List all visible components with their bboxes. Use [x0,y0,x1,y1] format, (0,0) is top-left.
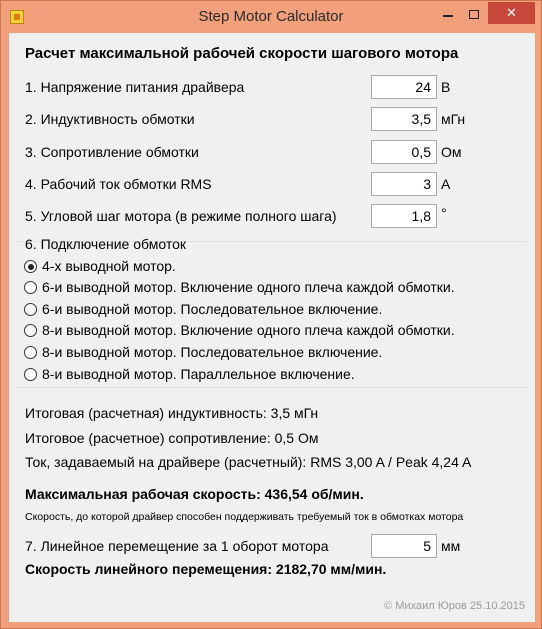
close-icon: ✕ [506,5,517,20]
radio-6-wire-half[interactable] [24,281,37,294]
radio-8-wire-parallel[interactable] [24,368,37,381]
result-inductance: Итоговая (расчетная) индуктивность: 3,5 мГн [25,405,319,421]
group-bottom-divider [17,387,527,388]
minimize-icon [443,15,453,17]
param-label-resistance: 3. Сопротивление обмотки [25,144,199,160]
step-angle-input[interactable]: 1,8 [371,204,437,228]
radio-label-6-wire-series[interactable]: 6-и выводной мотор. Последовательное включение. [42,301,383,317]
radio-8-wire-half[interactable] [24,324,37,337]
main-panel [9,33,535,622]
resistance-unit: Ом [441,144,462,160]
param-label-voltage: 1. Напряжение питания драйвера [25,79,245,95]
step-angle-unit: ° [441,205,447,221]
radio-label-8-wire-parallel[interactable]: 8-и выводной мотор. Параллельное включение. [42,366,355,382]
inductance-input[interactable]: 3,5 [371,107,437,131]
maximize-button[interactable] [461,2,487,24]
param-label-current: 4. Рабочий ток обмотки RMS [25,176,212,192]
window-title: Step Motor Calculator [198,8,344,25]
copyright-footer: © Михаил Юров 25.10.2015 [384,600,525,612]
radio-8-wire-series[interactable] [24,346,37,359]
linear-travel-input[interactable]: 5 [371,534,437,558]
inductance-unit: мГн [441,111,466,127]
result-current: Ток, задаваемый на драйвере (расчетный): RMS 3,00 A / Peak 4,24 A [25,454,472,470]
radio-6-wire-series[interactable] [24,303,37,316]
result-max-speed-note: Скорость, до которой драйвер способен поддерживать требуемый ток в обмотках мотора [25,511,464,523]
result-resistance: Итоговое (расчетное) сопротивление: 0,5 Ом [25,430,319,446]
radio-label-8-wire-series[interactable]: 8-и выводной мотор. Последовательное включение. [42,344,383,360]
radio-label-8-wire-half[interactable]: 8-и выводной мотор. Включение одного плеча каждой обмотки. [42,322,455,338]
current-unit: А [441,176,451,192]
voltage-unit: В [441,79,451,95]
title-bar[interactable] [1,1,541,33]
result-max-speed: Максимальная рабочая скорость: 436,54 об/мин. [25,486,364,502]
resistance-input[interactable]: 0,5 [371,140,437,164]
page-title: Расчет максимальной рабочей скорости шагового мотора [25,45,459,62]
param-label-step-angle: 5. Угловой шаг мотора (в режиме полного шага) [25,208,337,224]
current-input[interactable]: 3 [371,172,437,196]
linear-speed-result: Скорость линейного перемещения: 2182,70 мм/мин. [25,561,387,577]
param-label-inductance: 2. Индуктивность обмотки [25,111,195,127]
radio-label-6-wire-half[interactable]: 6-и выводной мотор. Включение одного плеча каждой обмотки. [42,279,455,295]
radio-label-4-wire[interactable]: 4-х выводной мотор. [42,258,176,274]
close-button[interactable] [488,2,535,24]
radio-4-wire[interactable] [24,260,37,273]
minimize-button[interactable] [435,2,461,24]
connection-group-title: 6. Подключение обмоток [25,236,186,252]
linear-unit: мм [441,538,461,554]
maximize-icon [469,10,479,19]
linear-label: 7. Линейное перемещение за 1 оборот мотора [25,538,329,554]
voltage-input[interactable]: 24 [371,75,437,99]
